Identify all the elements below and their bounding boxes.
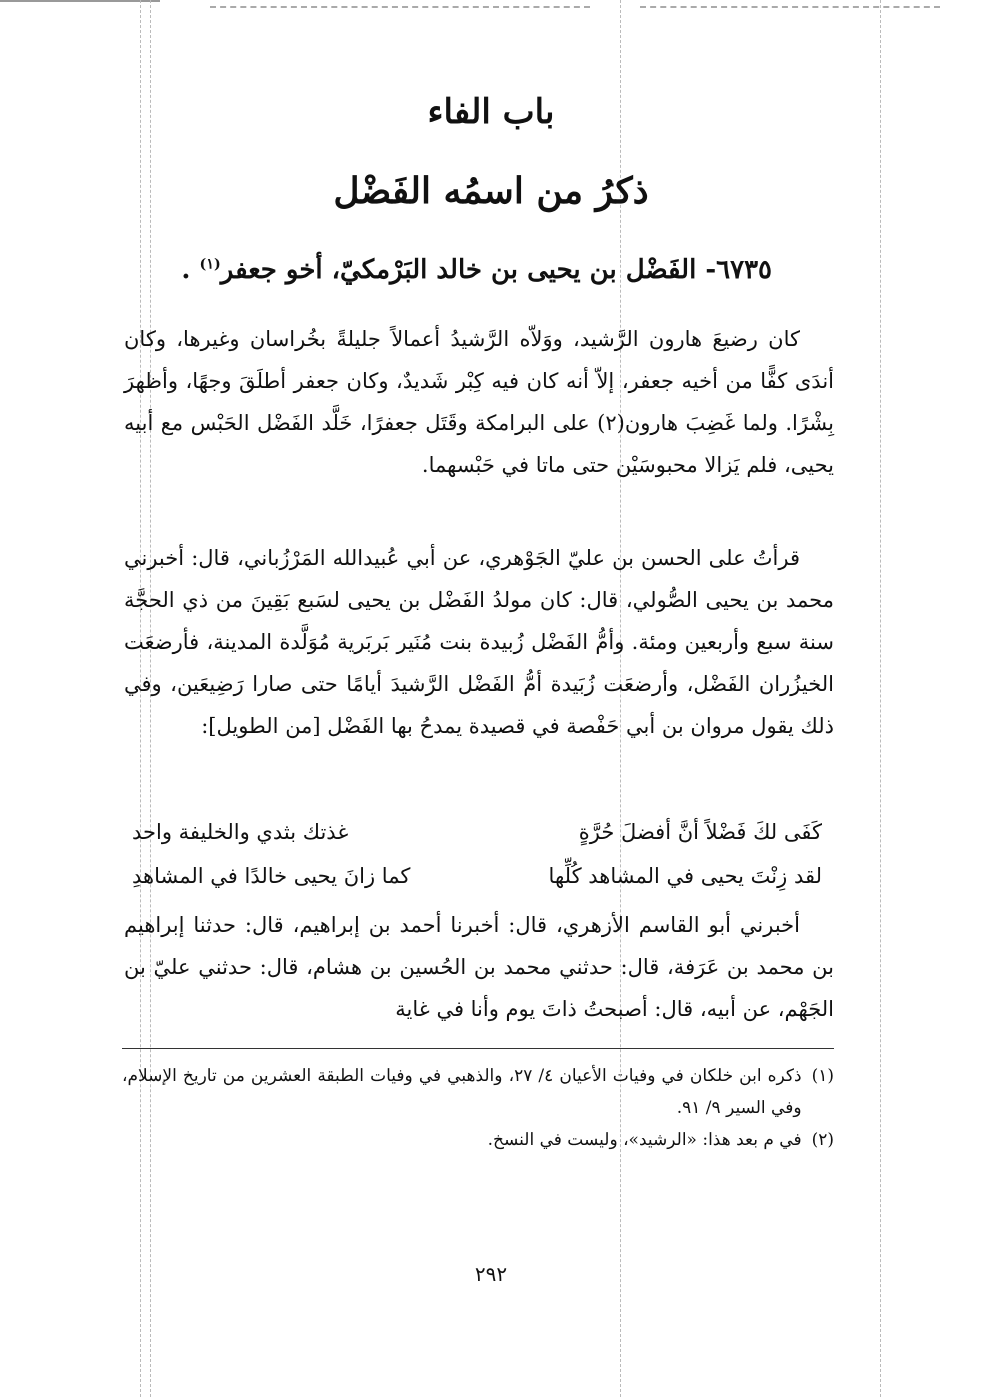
scan-artifact-dash	[210, 6, 590, 8]
footnote-text: ذكره ابن خلكان في وفيات الأعيان ٤/ ٢٧، والذهبي في وفيات الطبقة العشرين من تاريخ الإسلام، وفي السير ٩/ ٩١.	[122, 1066, 802, 1118]
poem	[132, 810, 822, 898]
paragraph	[124, 904, 834, 1030]
paragraph-text: كان رضيعَ هارون الرَّشيد، ووَلاّه الرَّشيدُ أعمالاً جليلةً بخُراسان وغيرها، وكان أندَى كفًّا من أخيه جعفر، إلاّ أنه كان فيه كِبْر شَديدٌ، وكان جعفر أطلَقَ وجهًا، وأظهرَ بِشْرًا. ولما غَضِبَ هارون(٢) على البرامكة وقَتَل جعفرًا، خَلَّد الفَضْل الحَبْس مع أبيه يحيى، فلم يَزالا محبوسَيْن حتى ماتا في حَبْسهما.	[124, 327, 834, 477]
footnote	[122, 1060, 834, 1124]
entry-heading	[132, 255, 772, 285]
entry-number: ٦٧٣٥	[716, 255, 772, 285]
scan-artifact-dash	[640, 6, 940, 8]
section-title: ذكرُ من اسمُه الفَضْل	[333, 170, 649, 212]
poem-hemistich: غذتك بثدي والخليفة واحد	[132, 820, 349, 844]
poem-hemistich: لقد زِنْتَ يحيى في المشاهد كُلِّها	[548, 864, 822, 888]
paragraph-text: أخبرني أبو القاسم الأزهري، قال: أخبرنا أحمد بن إبراهيم، قال: حدثنا إبراهيم بن محمد بن عَرَفة، قال: حدثني محمد بن الحُسين بن هشام، قال: حدثني عليّ بن الجَهْم، عن أبيه، قال: أصبحتُ ذاتَ يوم وأنا في غاية	[124, 913, 834, 1021]
chapter-title: باب الفاء	[427, 92, 555, 132]
paragraph	[124, 318, 834, 486]
footnote-number: (١)	[811, 1066, 834, 1086]
entry-heading-trailing: .	[181, 255, 200, 285]
poem-hemistich: كَفَى لكَ فَضْلاً أنَّ أفضلَ حُرَّةٍ	[578, 820, 822, 844]
poem-verse	[132, 810, 822, 854]
entry-heading-text: - الفَضْل بن يحيى بن خالد البَرْمكيّ، أخو جعفر	[220, 255, 717, 285]
footnote	[122, 1124, 834, 1156]
paragraph	[124, 537, 834, 747]
paragraph-text: قرأتُ على الحسن بن عليّ الجَوْهري، عن أبي عُبيدالله المَرْزُباني، قال: أخبرني محمد بن يحيى الصُّولي، قال: كان مولدُ الفَضْل بن يحيى لسَبع بَقِينَ من ذي الحجَّة سنة سبع وأربعين ومئة. وأمُّ الفَضْل زُبيدة بنت مُنَير بَربَرية مُوَلَّدة المدينة، فأرضعَت الخيزُران الفَضْل، وأرضعَت زُبَيدة أمُّ الفَضْل الرَّشيدَ أيامًا حتى صارا رَضِيعَين، وفي ذلك يقول مروان بن أبي حَفْصة في قصيدة يمدحُ بها الفَضْل [من الطويل]:	[124, 546, 834, 738]
footnote-ref: (١)	[199, 256, 221, 273]
footnote-text: في م بعد هذا: «الرشيد»، وليست في النسخ.	[487, 1130, 802, 1150]
scan-artifact-line	[0, 0, 160, 2]
page-number: ٢٩٢	[474, 1262, 508, 1286]
footnote-divider	[122, 1048, 834, 1049]
poem-verse	[132, 854, 822, 898]
poem-hemistich: كما زانَ يحيى خالدًا في المشاهدِ	[132, 864, 411, 888]
footnote-number: (٢)	[811, 1130, 834, 1150]
footnotes	[122, 1060, 834, 1156]
